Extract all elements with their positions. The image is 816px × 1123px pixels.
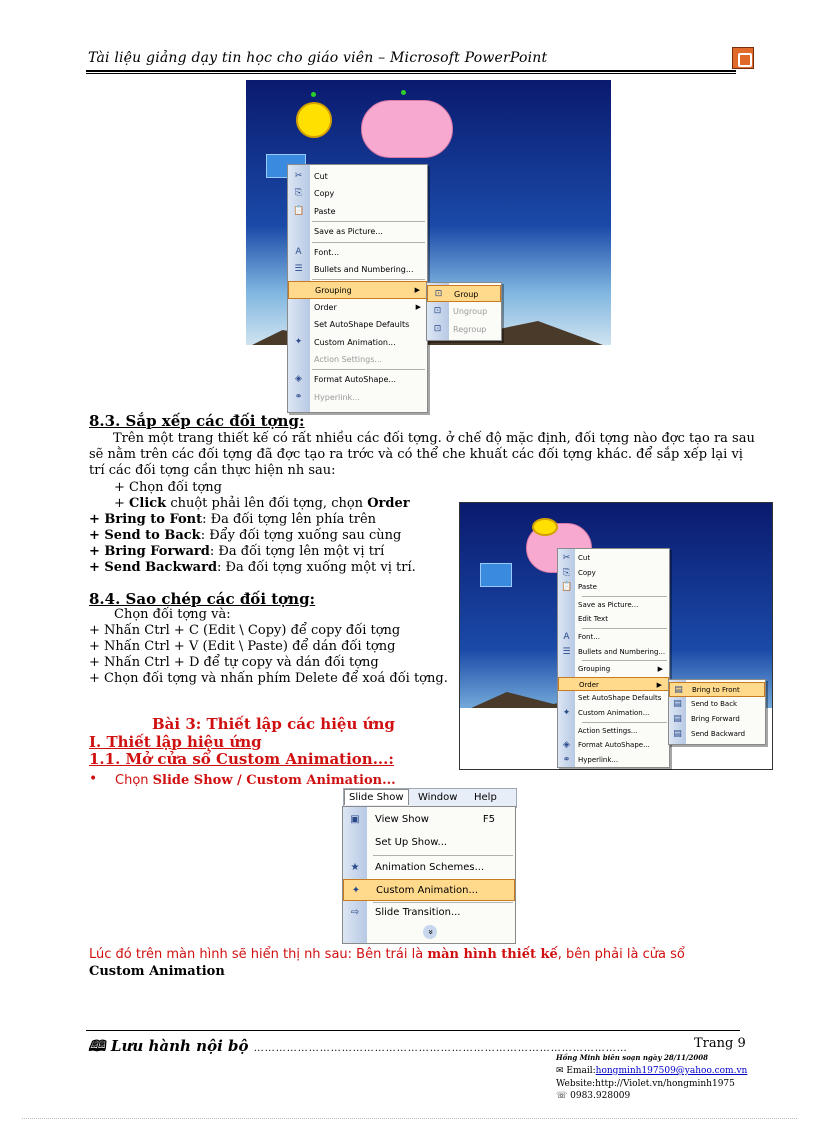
menu-slide-show[interactable]: Slide Show xyxy=(344,789,409,805)
context-menu-item[interactable] xyxy=(288,168,427,185)
envelope-icon: ✉ xyxy=(556,1066,567,1076)
context-menu-item[interactable] xyxy=(288,244,427,261)
phone-icon: ☏ xyxy=(556,1091,571,1101)
context-menu-item-label: Set AutoShape Defaults xyxy=(314,320,410,330)
menu-window[interactable]: Window xyxy=(418,792,458,803)
order-submenu-label: Bring Forward xyxy=(691,715,740,723)
order-icon: ▤ xyxy=(674,685,683,695)
context-menu-order-item-label: Hyperlink... xyxy=(578,755,619,764)
menu-separator xyxy=(373,855,513,856)
order-submenu-item[interactable] xyxy=(669,682,765,697)
slide-show-menu-item[interactable] xyxy=(343,809,515,831)
context-menu-item-label: Action Settings... xyxy=(314,355,383,364)
paste-icon: 📋 xyxy=(293,205,305,216)
context-menu-item-label: Paste xyxy=(314,206,336,216)
context-menu-item-label: Grouping xyxy=(315,286,352,296)
context-menu-item-label: Bullets and Numbering... xyxy=(314,265,414,274)
order-submenu-item[interactable] xyxy=(669,727,765,742)
footer-website: Website:http://Violet.vn/hongminh1975 xyxy=(556,1079,735,1089)
copy-list-item: + Chọn đối tợng và nhấn phím Delete để xoá đối tợng. xyxy=(89,671,448,686)
book-icon: 🕮 xyxy=(88,1037,111,1055)
context-menu-order xyxy=(557,548,670,768)
order-icon: ▤ xyxy=(673,699,682,709)
context-menu-order-item[interactable] xyxy=(558,753,669,768)
grouping-submenu-label: Regroup xyxy=(453,325,487,334)
step-1: + Chọn đối tợng xyxy=(114,480,222,495)
context-menu-order-item[interactable] xyxy=(558,724,669,739)
context-menu-item[interactable] xyxy=(288,299,427,316)
copy-list-item: + Nhấn Ctrl + C (Edit \ Copy) để copy đối tợng xyxy=(89,623,401,638)
order-submenu-label: Bring to Front xyxy=(692,686,740,694)
context-menu-order-item[interactable] xyxy=(558,598,669,613)
context-menu-item-label: Order xyxy=(314,302,337,312)
context-menu-item[interactable] xyxy=(288,185,427,202)
format-autoshape-icon: ◈ xyxy=(563,740,570,751)
context-menu-item[interactable] xyxy=(288,351,427,368)
menu-separator xyxy=(582,596,667,597)
context-menu-item[interactable] xyxy=(288,281,427,298)
footer-rule xyxy=(86,1030,740,1031)
order-submenu-item[interactable] xyxy=(669,712,765,727)
selection-handle xyxy=(311,92,316,97)
section-8-3-paragraph: Trên một trang thiết kế có rất nhiều các đối tợng. ở chế độ mặc định, đối tợng nào đợc tạo ra sau sẽ nằm trên các đối tợng đã đợc tạo ra trớc và có thể che khuất các đối tợng khác. để sắp xếp lại vị trí các đối tợng cần thực hiện nh sau: xyxy=(89,431,755,478)
format-autoshape-icon: ◈ xyxy=(295,374,302,385)
submenu-arrow-icon: ▶ xyxy=(657,665,663,674)
closing-paragraph: Lúc đó trên màn hình sẽ hiển thị nh sau: Bên trái là màn hình thiết kế, bên phải là cửa sổ Custom Animation xyxy=(89,947,685,979)
shortcut-label: F5 xyxy=(482,814,495,825)
submenu-arrow-icon: ▶ xyxy=(415,302,421,311)
menu-bar xyxy=(343,788,517,808)
custom-animation-icon: ✦ xyxy=(562,708,571,718)
sun-shape xyxy=(532,518,558,536)
context-menu-item-label: Format AutoShape... xyxy=(314,375,396,385)
context-menu-order-item[interactable] xyxy=(558,612,669,627)
context-menu-order-item-label: Edit Text xyxy=(578,615,608,624)
slide-show-dropdown xyxy=(342,806,516,944)
footer-left: 🕮 Lưu hành nội bộ ………………………………………………………………………………………… xyxy=(88,1037,628,1055)
context-menu-item[interactable] xyxy=(288,334,427,351)
bullets-icon: ☰ xyxy=(294,264,303,274)
slide-show-menu-item[interactable] xyxy=(343,857,515,879)
copy-list-item: + Nhấn Ctrl + V (Edit \ Paste) để dán đối tợng xyxy=(89,639,396,654)
menu-item-icon: ★ xyxy=(350,862,360,873)
slide-show-menu-item[interactable] xyxy=(343,902,515,924)
order-list-item: + Bring to Font: Đa đối tợng lên phía trên xyxy=(89,512,377,527)
grouping-submenu-item[interactable] xyxy=(427,321,501,338)
context-menu-order-item-label: Format AutoShape... xyxy=(578,741,650,750)
context-menu-order-item[interactable] xyxy=(558,677,669,692)
context-menu-order-item-label: Custom Animation... xyxy=(578,709,650,717)
powerpoint-icon xyxy=(732,47,754,69)
grouping-submenu-item[interactable] xyxy=(427,285,501,302)
menu-item-icon: ⇨ xyxy=(350,907,360,918)
lesson-3-bullet: • Chọn Slide Show / Custom Animation... xyxy=(89,771,396,788)
slide-show-menu-item[interactable] xyxy=(343,879,515,901)
context-menu-order-item-label: Grouping xyxy=(578,665,611,674)
menu-separator xyxy=(582,722,667,723)
slide-show-menu-label: Custom Animation... xyxy=(376,885,479,896)
footer-phone: ☏ 0983.928009 xyxy=(556,1091,631,1101)
context-menu-order-item-label: Bullets and Numbering... xyxy=(578,647,666,656)
section-8-4-heading: 8.4. Sao chép các đối tợng: xyxy=(89,590,316,608)
context-menu-order-item[interactable] xyxy=(558,580,669,595)
expand-menu-chevron-icon[interactable]: » xyxy=(423,925,437,939)
font-icon: A xyxy=(295,246,302,257)
hyperlink-icon: ⚭ xyxy=(294,391,303,402)
slide-show-menu-label: View Show xyxy=(375,814,429,825)
menu-item-icon: ✦ xyxy=(351,885,361,896)
submenu-arrow-icon: ▶ xyxy=(656,680,662,689)
context-menu-item-label: Font... xyxy=(314,247,340,257)
context-menu-order-item[interactable] xyxy=(558,551,669,566)
group-icon: ⊡ xyxy=(433,306,442,316)
copy-list-item: + Nhấn Ctrl + D để tự copy và dán đối tợng xyxy=(89,655,379,670)
menu-separator xyxy=(312,279,425,280)
context-menu-item-label: Save as Picture... xyxy=(314,227,383,237)
order-submenu xyxy=(668,679,766,745)
context-menu-item[interactable] xyxy=(288,371,427,388)
context-menu-order-item[interactable] xyxy=(558,738,669,753)
page-number: Trang 9 xyxy=(694,1036,746,1051)
email-link[interactable]: hongminh197509@yahoo.com.vn xyxy=(595,1066,748,1076)
context-menu-order-item-label: Action Settings... xyxy=(578,726,638,735)
step-2: + Click chuột phải lên đối tợng, chọn Order xyxy=(114,496,410,511)
hyperlink-icon: ⚭ xyxy=(562,754,571,765)
footer-author: Hồng Minh biên soạn ngày 28/11/2008 xyxy=(556,1053,709,1062)
group-icon: ⊡ xyxy=(433,324,442,334)
context-menu-item[interactable] xyxy=(288,203,427,220)
context-menu-order-item[interactable] xyxy=(558,645,669,660)
order-submenu-label: Send to Back xyxy=(691,700,738,708)
lesson-3-heading-1-1: 1.1. Mở cửa sổ Custom Animation...: xyxy=(89,750,394,768)
order-submenu-item[interactable] xyxy=(669,697,765,712)
cut-icon: ✂ xyxy=(562,553,571,563)
context-menu-order-item[interactable] xyxy=(558,662,669,677)
menu-separator xyxy=(582,660,667,661)
context-menu-order-item[interactable] xyxy=(558,706,669,721)
slide-show-menu-label: Set Up Show... xyxy=(375,837,448,848)
lesson-3-title: Bài 3: Thiết lập các hiệu ứng xyxy=(152,715,395,733)
section-8-3-heading: 8.3. Sắp xếp các đối tợng: xyxy=(89,412,305,430)
context-menu-order-item[interactable] xyxy=(558,566,669,581)
order-list-item: + Bring Forward: Đa đối tợng lên một vị trí xyxy=(89,544,385,559)
header-title: Tài liệu giảng dạy tin học cho giáo viên – Microsoft PowerPoint xyxy=(88,50,548,66)
context-menu-order-item[interactable] xyxy=(558,691,669,706)
context-menu-order-item[interactable] xyxy=(558,630,669,645)
context-menu-grouping xyxy=(287,164,428,413)
grouping-submenu-label: Group xyxy=(454,290,479,299)
cloud-shape xyxy=(361,100,453,158)
header-rule xyxy=(86,70,736,72)
context-menu-order-item-label: Paste xyxy=(578,583,597,592)
order-list-item: + Send to Back: Đẩy đối tợng xuống sau cùng xyxy=(89,528,402,543)
order-list xyxy=(89,512,453,576)
menu-item-icon: ▣ xyxy=(350,814,360,825)
menu-help[interactable]: Help xyxy=(474,792,497,803)
context-menu-item-label: Copy xyxy=(314,189,335,199)
submenu-arrow-icon: ▶ xyxy=(414,286,420,295)
slide-show-menu-item[interactable] xyxy=(343,832,515,854)
menu-separator xyxy=(312,369,425,370)
context-menu-item-label: Custom Animation... xyxy=(314,337,396,347)
context-menu-order-item-label: Cut xyxy=(578,554,591,562)
order-icon: ▤ xyxy=(673,729,682,739)
group-icon: ⊡ xyxy=(434,289,443,299)
context-menu-item-label: Hyperlink... xyxy=(314,392,360,402)
page-bottom-dots xyxy=(22,1118,797,1119)
order-list-item: + Send Backward: Đa đối tợng xuống một vị trí. xyxy=(89,560,416,575)
copy-icon: ⎘ xyxy=(562,567,571,578)
context-menu-order-item-label: Font... xyxy=(578,633,600,641)
context-menu-item[interactable] xyxy=(288,316,427,333)
header-rule-thin xyxy=(86,73,736,74)
context-menu-item[interactable] xyxy=(288,261,427,278)
context-menu-item[interactable] xyxy=(288,223,427,240)
menu-separator xyxy=(312,242,425,243)
grouping-submenu-label: Ungroup xyxy=(453,307,488,316)
context-menu-order-item-label: Order xyxy=(579,680,599,689)
font-icon: A xyxy=(563,632,570,642)
selection-handle xyxy=(401,90,406,95)
context-menu-order-item-label: Save as Picture... xyxy=(578,600,639,609)
bullets-icon: ☰ xyxy=(562,646,571,657)
sun-shape xyxy=(296,102,332,138)
copy-icon: ⎘ xyxy=(294,188,303,199)
cut-icon: ✂ xyxy=(294,171,303,181)
menu-separator xyxy=(312,221,425,222)
slide-show-menu-label: Slide Transition... xyxy=(375,907,461,918)
slide-show-menu-label: Animation Schemes... xyxy=(375,862,485,873)
order-submenu-label: Send Backward xyxy=(691,730,746,738)
section-8-4-intro: Chọn đối tợng và: xyxy=(114,607,231,622)
context-menu-order-item-label: Set AutoShape Defaults xyxy=(578,694,662,703)
menu-separator xyxy=(582,628,667,629)
footer-email: ✉ Email:hongminh197509@yahoo.com.vn xyxy=(556,1066,748,1076)
custom-animation-icon: ✦ xyxy=(294,336,303,347)
paste-icon: 📋 xyxy=(561,582,573,593)
banner-shape xyxy=(480,563,512,587)
context-menu-order-item-label: Copy xyxy=(578,568,596,577)
order-icon: ▤ xyxy=(673,714,682,724)
context-menu-item[interactable] xyxy=(288,389,427,406)
lesson-3-heading-1: I. Thiết lập hiệu ứng xyxy=(89,733,262,751)
context-menu-item-label: Cut xyxy=(314,172,328,181)
copy-list xyxy=(89,623,453,687)
grouping-submenu-item[interactable] xyxy=(427,303,501,320)
grouping-submenu xyxy=(426,282,502,341)
